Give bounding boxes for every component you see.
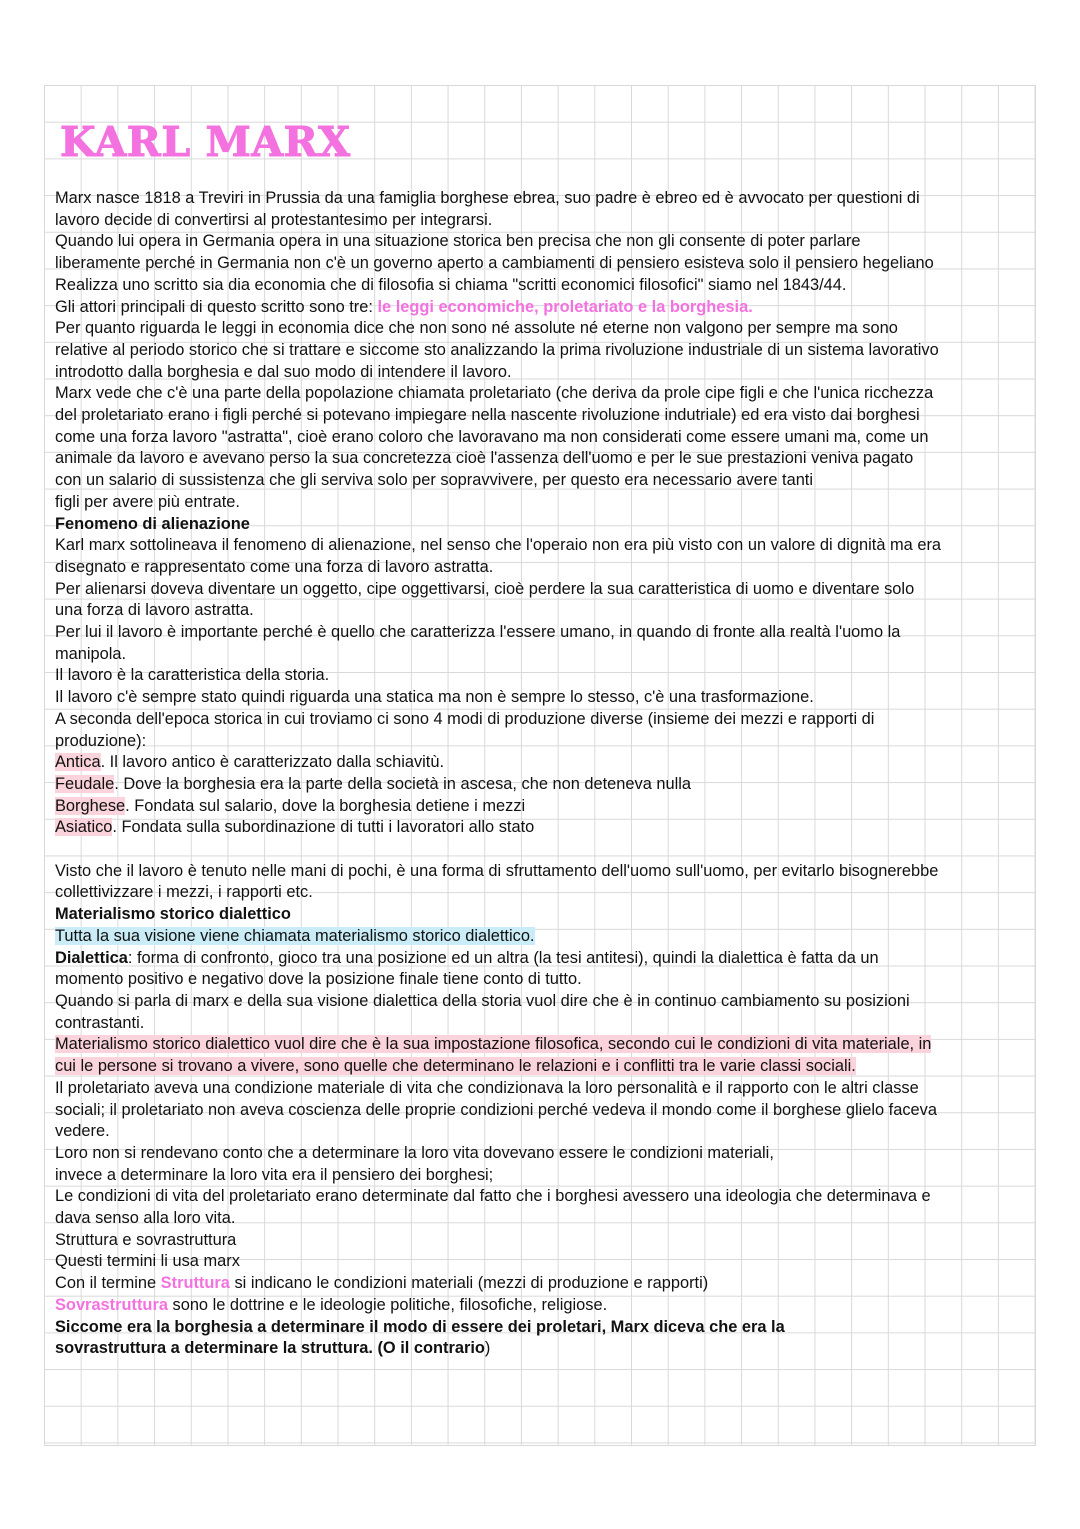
text-line: [55, 817, 1040, 839]
text-line: liberamente perché in Germania non c'è un governo aperto a cambiamenti di pensiero esisteva solo il pensiero hegeliano: [55, 254, 934, 273]
text-span: . Fondata sulla subordinazione di tutti i lavoratori allo stato: [112, 818, 535, 837]
text-line: Il lavoro c'è sempre stato quindi riguarda una statica ma non è sempre lo stesso, c'è una trasformazione.: [55, 688, 814, 707]
text-line: A seconda dell'epoca storica in cui troviamo ci sono 4 modi di produzione diverse (insieme dei mezzi e rapporti di: [55, 709, 875, 728]
text-line: Karl marx sottolineava il fenomeno di alienazione, nel senso che l'operaio non era più visto con un valore di dignità ma era: [55, 536, 942, 555]
text-line: Questi termini li usa marx: [55, 1252, 240, 1271]
text-span: sono le dottrine e le ideologie politiche, filosofiche, religiose.: [167, 1295, 608, 1314]
text-span: . Il lavoro antico è caratterizzato dalla schiavitù.: [100, 753, 445, 772]
text-line: [55, 796, 1040, 818]
text-line: [55, 774, 1040, 796]
text-line: Quando si parla di marx e della sua visione dialettica della storia vuol dire che è in continuo cambiamento su posizioni: [55, 992, 910, 1010]
text-line: collettivizzare i mezzi, i rapporti etc.: [55, 883, 313, 902]
text-span: . Fondata sul salario, dove la borghesia detiene i mezzi: [125, 796, 526, 815]
text-line: Per quanto riguarda le leggi in economia dice che non sono né assolute né eterne non valgono per sempre ma sono: [55, 319, 898, 338]
text-line: [55, 1295, 1040, 1317]
text-line: Le condizioni di vita del proletariato erano determinate dal fatto che i borghesi avessero una ideologia che determinava e: [55, 1187, 931, 1206]
page-title: KARL MARX: [60, 118, 351, 166]
text-line: Struttura e sovrastruttura: [55, 1230, 237, 1249]
text-span: : forma di confronto, gioco tra una posizione ed un altra (la tesi antitesi), quindi la dialettica è fatta da un: [127, 948, 879, 967]
text-line: Marx vede che c'è una parte della popolazione chiamata proletariato (che deriva da prole cipe figli e che l'unica ricchezza: [55, 384, 934, 403]
text-span: Gli attori principali di questo scritto sono tre:: [55, 297, 378, 316]
text-line: del proletariato erano i figli perché si potevano impiegare nella nascente rivoluzione indutriale) ed era visto dai borghesi: [55, 406, 920, 425]
text-line: Visto che il lavoro è tenuto nelle mani di pochi, è una forma di sfruttamento dell'uomo sull'uomo, per evitarlo bisognerebbe: [55, 861, 939, 880]
conclusion-line: Siccome era la borghesia a determinare il modo di essere dei proletari, Marx diceva che era la: [55, 1317, 785, 1336]
text-line: Per lui il lavoro è importante perché è quello che caratterizza l'essere umano, in quando di fronte alla realtà l'uomo la: [55, 623, 901, 642]
text-line: Il proletariato aveva una condizione materiale di vita che condizionava la loro personalità e il rapporto con le altri classe: [55, 1078, 919, 1097]
text-line: manipola.: [55, 644, 127, 663]
text-line: [55, 752, 1040, 774]
text-line: figli per avere più entrate.: [55, 492, 240, 511]
text-line: [55, 926, 1040, 948]
text-line: Per alienarsi doveva diventare un oggetto, cipe oggettivarsi, cioè perdere la sua caratteristica di uomo e diventare solo: [55, 579, 915, 598]
text-line: come una forza lavoro "astratta", cioè erano coloro che lavoravano ma non considerati come essere umani ma, come un: [55, 427, 929, 446]
term-struttura: Struttura: [160, 1274, 230, 1293]
highlighted-sentence: Tutta la sua visione viene chiamata materialismo storico dialettico.: [55, 926, 535, 945]
text-line: relative al periodo storico che si trattare e siccome sto analizzando la prima rivoluzione industriale di un sistema lavorativo: [55, 340, 939, 359]
text-span: . Dove la borghesia era la parte della società in ascesa, che non deteneva nulla: [114, 774, 692, 793]
text-span: si indicano le condizioni materiali (mezzi di produzione e rapporti): [229, 1274, 709, 1293]
notes-body: [55, 188, 1040, 1360]
text-line: Il lavoro è la caratteristica della storia.: [55, 666, 330, 685]
text-line: Realizza uno scritto sia dia economia che di filosofia si chiama "scritti economici filosofici" siamo nel 1843/44.: [55, 275, 847, 294]
text-line: Quando lui opera in Germania opera in una situazione storica ben precisa che non gli consente di poter parlare: [55, 232, 861, 251]
term-label: Dialettica: [55, 948, 128, 967]
mode-label: Feudale: [55, 774, 115, 793]
text-line: produzione):: [55, 731, 147, 750]
mode-label: Borghese: [55, 796, 126, 815]
text-span: sovrastruttura a determinare la struttura. (O il contrario: [55, 1339, 485, 1358]
text-line: introdotto dalla borghesia e dal suo modo di intendere il lavoro.: [55, 362, 512, 381]
blank-line: [55, 839, 1040, 861]
mode-label: Asiatico: [55, 818, 113, 837]
highlighted-actors: le leggi economiche, proletariato e la borghesia.: [377, 297, 753, 316]
text-line: vedere.: [55, 1122, 110, 1141]
text-line: contrastanti.: [55, 1013, 145, 1032]
text-line: sociali; il proletariato non aveva coscienza delle proprie condizioni perché vedeva il mondo come il borghese glielo faceva: [55, 1100, 937, 1119]
text-line: dava senso alla loro vita.: [55, 1209, 236, 1228]
text-line: [55, 1056, 1040, 1078]
mode-label: Antica: [55, 753, 101, 772]
text-span: ): [484, 1339, 491, 1358]
text-line: [55, 948, 1040, 970]
text-span: Con il termine: [55, 1274, 161, 1293]
text-line: [55, 297, 1040, 319]
text-line: una forza di lavoro astratta.: [55, 601, 254, 620]
text-line: Loro non si rendevano conto che a determinare la loro vita dovevano essere le condizioni materiali,: [55, 1143, 774, 1162]
text-line: [55, 1034, 1040, 1056]
text-line: lavoro decide di convertirsi al protestantesimo per integrarsi.: [55, 210, 493, 229]
text-line: animale da lavoro e avevano perso la sua concretezza cioè l'assenza dell'uomo e per le sue prestazioni veniva pagato: [55, 449, 914, 468]
section-heading: Materialismo storico dialettico: [55, 905, 291, 924]
text-line: disegnato e rappresentato come una forza di lavoro astratta.: [55, 557, 494, 576]
text-line: [55, 1273, 1040, 1295]
text-line: invece a determinare la loro vita era il pensiero dei borghesi;: [55, 1165, 494, 1184]
highlighted-definition: cui le persone si trovano a vivere, sono quelle che determinano le relazioni e i conflitti tra le varie classi sociali.: [55, 1057, 856, 1076]
text-line: Marx nasce 1818 a Treviri in Prussia da una famiglia borghese ebrea, suo padre è ebreo ed è avvocato per questioni di: [55, 189, 920, 207]
term-sovrastruttura: Sovrastruttura: [55, 1295, 168, 1314]
highlighted-definition: Materialismo storico dialettico vuol dire che è la sua impostazione filosofica, secondo cui le condizioni di vita materiale, in: [55, 1035, 932, 1054]
text-line: con un salario di sussistenza che gli serviva solo per sopravvivere, per questo era necessario avere tanti: [55, 471, 814, 490]
conclusion-line: [55, 1338, 1040, 1360]
text-line: momento positivo e negativo dove la posizione finale tiene conto di tutto.: [55, 970, 582, 989]
section-heading: Fenomeno di alienazione: [55, 514, 250, 533]
